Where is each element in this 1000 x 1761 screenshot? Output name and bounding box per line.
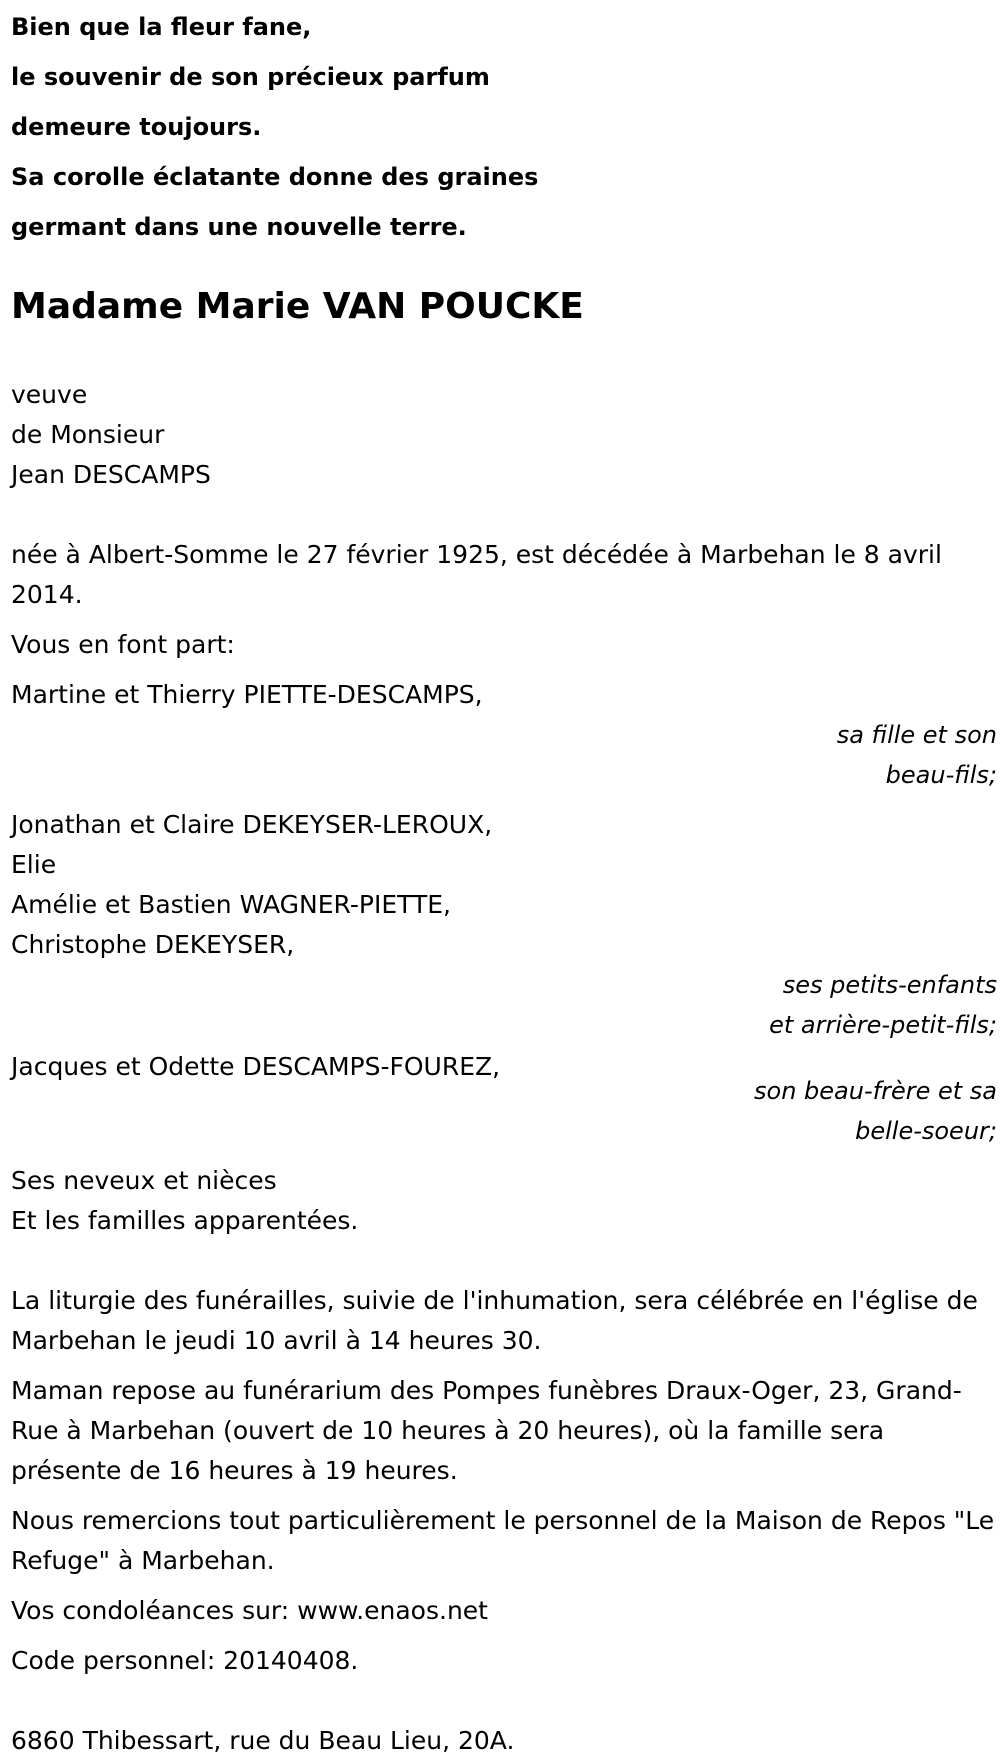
daughter-role	[11, 715, 997, 795]
relatives-line: Et les familles apparentées.	[11, 1206, 359, 1235]
thanks-text: Nous remercions tout particulièrement le personnel de la Maison de Repos "Le Refuge" à Marbehan.	[11, 1506, 995, 1575]
funeral-text: La liturgie des funérailles, suivie de l'inhumation, sera célébrée en l'église de Marbehan le jeudi 10 avril à 14 heures 30.	[11, 1286, 978, 1355]
poem-line: Bien que la fleur fane,	[11, 13, 312, 41]
grandchild-name: Amélie et Bastien WAGNER-PIETTE,	[11, 890, 451, 919]
ceremony-text	[11, 1281, 997, 1681]
role-line: ses petits-enfants	[782, 971, 997, 999]
role-line: beau-fils;	[885, 761, 997, 789]
inlaws-name: Jacques et Odette DESCAMPS-FOUREZ,	[11, 1052, 501, 1081]
poem	[11, 2, 997, 252]
other-relatives	[11, 1161, 997, 1241]
rest-text: Maman repose au funérarium des Pompes funèbres Draux-Oger, 23, Grand-Rue à Marbehan (ouvert de 10 heures à 20 heures), où la famille sera présente de 16 heures à 19 heures.	[11, 1376, 962, 1485]
role-line: sa fille et son	[836, 721, 997, 749]
grandchild-name: Christophe DEKEYSER,	[11, 930, 295, 959]
role-line: belle-soeur;	[855, 1117, 997, 1145]
announce-text: Vous en font part:	[11, 630, 235, 659]
poem-line: germant dans une nouvelle terre.	[11, 213, 467, 241]
poem-line: le souvenir de son précieux parfum	[11, 63, 490, 91]
widow-line: Jean DESCAMPS	[11, 460, 211, 489]
address-text: 6860 Thibessart, rue du Beau Lieu, 20A.	[11, 1726, 515, 1755]
daughter-name: Martine et Thierry PIETTE-DESCAMPS,	[11, 680, 483, 709]
widow-block	[11, 375, 997, 495]
obituary-page	[11, 0, 997, 1761]
poem-line: demeure toujours.	[11, 113, 262, 141]
grandchildren-list	[11, 805, 997, 965]
condolences-text: Vos condoléances sur: www.enaos.net	[11, 1596, 488, 1625]
widow-line: veuve	[11, 380, 88, 409]
role-line: et arrière-petit-fils;	[769, 1011, 997, 1039]
widow-line: de Monsieur	[11, 420, 165, 449]
grandchild-name: Elie	[11, 850, 57, 879]
relatives-line: Ses neveux et nièces	[11, 1166, 277, 1195]
poem-line: Sa corolle éclatante donne des graines	[11, 163, 539, 191]
grandchild-name: Jonathan et Claire DEKEYSER-LEROUX,	[11, 810, 493, 839]
personal-code: Code personnel: 20140408.	[11, 1646, 359, 1675]
deceased-name: Madame Marie VAN POUCKE	[11, 286, 584, 327]
main-text	[11, 535, 997, 1241]
role-line: son beau-frère et sa	[754, 1077, 997, 1105]
grandchildren-role	[11, 965, 997, 1045]
birth-death-text: née à Albert-Somme le 27 février 1925, est décédée à Marbehan le 8 avril 2014.	[11, 540, 942, 609]
